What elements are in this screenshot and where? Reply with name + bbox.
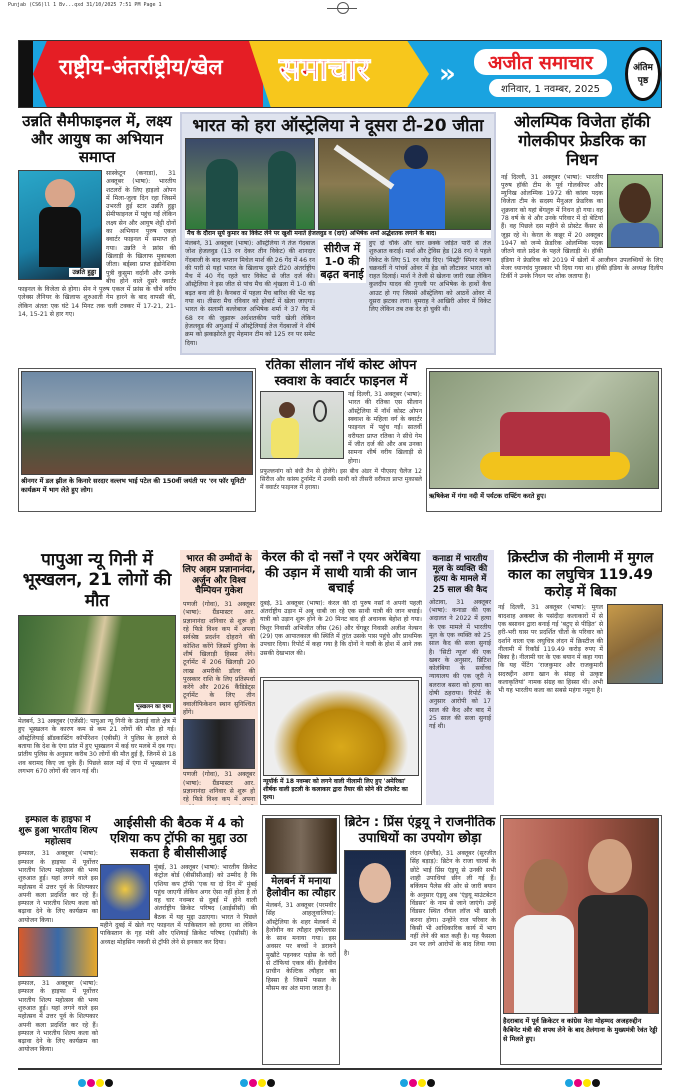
headline: इम्फाल के हाइफा में शुरू हुआ भारतीय शिल्प महोत्सव bbox=[18, 815, 98, 847]
article-body: नई दिल्ली, 31 अक्तूबर (भाषा): भारत की रतिका एस सीलान ऑस्ट्रेलिया में नॉर्थ कोस्ट ओपन स्क्वाश के महिला वर्ग के क्वार्टर फाइनल में पहुंच गईं। सातवीं वरीयता प्राप्त रतिका ने सीधे गेम में जीत दर्ज की और अब उनका सामना शीर्ष वरीय खिलाड़ी से होगा। bbox=[348, 391, 422, 465]
story-imphal bbox=[18, 815, 98, 1065]
headline: केरल की दो नर्सों ने एयर अरेबिया की उड़ान में साथी यात्री की जान बचाई bbox=[261, 550, 421, 597]
story-hockey bbox=[501, 112, 663, 364]
body-row bbox=[185, 240, 491, 351]
registration-circle bbox=[337, 2, 349, 14]
article-body: इम्फाल, 31 अक्तूबर (भाषा): इम्फाल के हाइफा में पूर्वोत्तर भारतीय शिल्प महोत्सव की भव्य शुरुआत हुई। यहां लगने वाले इस महोत्सव में उत्तर पूर्व के शिल्पकार अपनी कला प्रदर्शित कर रहे हैं। इम्फाल ने भारतीय शिल्प कला को बढ़ावा देने के लिए कार्यक्रम का आयोजन किया। bbox=[18, 850, 98, 924]
story-canada bbox=[426, 550, 494, 805]
cmyk-marks bbox=[565, 1072, 601, 1091]
prince-andrew-photo bbox=[344, 850, 406, 940]
frederick-photo bbox=[607, 174, 663, 248]
hyderabad-photo-box bbox=[500, 815, 662, 1065]
story-squash bbox=[260, 358, 422, 512]
headline: पापुआ न्यू गिनी में भूस्खलन, 21 लोगों की मौत bbox=[22, 550, 172, 611]
footer-rule bbox=[18, 1068, 662, 1070]
rafting-photo bbox=[429, 371, 659, 489]
banner-title: समाचार bbox=[279, 50, 370, 88]
headline: कनाडा में भारतीय मूल के व्यक्ति की हत्या के मामले में 25 साल की कैद bbox=[432, 554, 488, 595]
mughal-miniature-photo bbox=[607, 604, 663, 684]
photo-caption: न्यूयॉर्क में 18 नवम्बर को लगने वाली नीलामी लिए हुए 'अमेरिका' शीर्षक वाली इटली के कलाकार द्वारा तैयार की सोने की टॉयलेट का दृश्य। bbox=[263, 778, 408, 801]
article-body-continued: पणजी (गोवा), 31 अक्तूबर (भाषा): ग्रैंडमास्टर आर. प्रज्ञानानंदा शनिवार से शुरू हो रहे फिडे विश्व कप में अपना bbox=[183, 771, 255, 804]
photo-caption: प्रफुल्लनांग को बंधी तैन से होलेंगे। इस बीच अंडर में पीएसए चैलेंज 12 सिरीज और कांस्य टूर्नामेंट में उनकी साथी को तीसरी वरीयता प्राप्त मुकाबले में क्वार्टर फाइनल में हराया। bbox=[260, 467, 422, 492]
article-body: ओटावा, 31 अक्तूबर (भाषा): कनाडा की एक अदालत ने 2022 में हत्या के एक मामले में भारतीय मूल के एक व्यक्ति को 25 साल कैद की सजा सुनाई है। 'सिटी न्यूज' की एक खबर के अनुसार, ब्रिटिश कोलंबिया के सर्वोच्च न्यायालय की एक जूरी ने बलराज बसरा को हत्या का दोषी ठहराया। रिपोर्ट के अनुसार आरोपी को 17 साल की कैद और बाद में 25 साल की सजा सुनाई गई थी। bbox=[429, 598, 491, 731]
chevron-icon: » bbox=[439, 59, 456, 89]
article-body: नई दिल्ली, 31 अक्तूबर (भाषा): मुगल बादशाह अकबर के पसंदीदा कलाकारों में से एक बसावन द्वारा बनाई गई ‘बटुए से पीड़ित’ से हरी-भरी घास पर प्रदर्शित चीतों के परिवार को दर्शाने वाला एक लघुचित्र लंदन में क्रिस्टीज की नीलामी में रिकॉर्ड 119.49 करोड़ रुपए में बिका है। नीलामी घर के एक बयान में कहा गया कि यह पेंटिंग ‘राजकुमार और राजकुमारी सदरुद्दीन आगा खान के संग्रह से उत्कृष्ट कलाकृतियां’ नामक संग्रह का हिस्सा थी। अभी भी यह भारतीय कला का सबसे महंगा नमूना है। bbox=[498, 604, 603, 695]
cmyk-marks bbox=[400, 1072, 436, 1091]
run-for-unity-photo bbox=[21, 371, 253, 475]
article-body: दुबई, 31 अक्तूबर (भाषा): केरल की दो पुरुष नर्सों ने अपनी पहली अंतर्राष्ट्रीय उड़ान में अबु धाबी जा रहे एक साथी यात्री की जान बचाई। यात्री को उड़ान शुरू होने के 20 मिनट बाद ही अचानक बेहोश हो गया। त्रिशूर निवासी अभिजीत जीस (26) और चेंगन्नूर निवासी अजीश नेल्सन (29) एक आपातकाल की स्थिति में तुरंत उसके पास पहुंचे और प्राथमिक उपचार दिया। रिपोर्ट में कहा गया है कि दोनों ने यात्री के होश में आने तक उसकी देखभाल की। bbox=[260, 599, 422, 657]
photo-caption: इम्फाल, 31 अक्तूबर (भाषा): इम्फाल के हाइफा में पूर्वोत्तर भारतीय शिल्प महोत्सव की भव्य शुरुआत हुई। यहां लगने वाले इस महोत्सव में उत्तर पूर्व के शिल्पकार अपनी कला प्रदर्शित कर रहे हैं। इम्फाल ने भारतीय शिल्प कला को बढ़ावा देने के लिए कार्यक्रम का आयोजन किया। bbox=[18, 980, 98, 1054]
chess-players-photo bbox=[183, 719, 255, 769]
story-christie bbox=[498, 550, 663, 805]
photo-caption: भूस्खलन का दृश्य bbox=[135, 704, 171, 711]
article-body: मेलबर्न, 31 अक्तूबर (परमवीर सिंह आहलूवालिया): ऑस्ट्रेलिया के शहर मेलबर्न में हैलोवीन का त्यौहार हर्षोल्लास के साथ मनाया गया। इस अवसर पर बच्चों ने डरावने मुखौटे पहनकर पड़ोस के घरों से टॉफियां एकत्र कीं। हैलोवीन प्राचीन केल्टिक त्यौहार का हिस्सा है जिसमें फसल के मौसम का अंत माना जाता है। bbox=[266, 902, 336, 992]
article-body: मुंबई, 31 अक्तूबर (भाषा): भारतीय क्रिकेट कंट्रोल बोर्ड (बीसीसीआई) को उम्मीद है कि एशिया कप ट्रॉफी ‘एक या दो दिन में’ मुंबई पहुंच जाएगी लेकिन अगर ऐसा नहीं होता है तो वह चार नवम्बर से दुबई में होने वाली अंतर्राष्ट्रीय क्रिकेट परिषद (आईसीसी) की बैठक में यह मुद्दा उठाएगा। भारत ने पिछले महीने दुबई में खेले गए फाइनल में पाकिस्तान को हराया था लेकिन पाकिस्तान के गृह मंत्री और एशियाई क्रिकेट परिषद (एसीसी) के अध्यक्ष मोहसिन नकवी से ट्रॉफी लेने से इनकार कर दिया। bbox=[100, 864, 257, 946]
banner-black-strip bbox=[19, 41, 33, 107]
golden-toilet-photo bbox=[263, 680, 419, 776]
story-kerala bbox=[260, 550, 422, 805]
article-body-wrap bbox=[501, 174, 663, 282]
rafting-photo-box bbox=[426, 368, 662, 512]
headline: उन्नति सैमीफाइनल में, लक्ष्य और आयुष का अभियान समाप्त bbox=[22, 112, 172, 166]
photo-caption: हैदराबाद में पूर्व क्रिकेटर व कांग्रेस नेता मोहम्मद अजहरुद्दीन कैबिनेट मंत्री की शपथ लेने के बाद तेलंगाना के मुख्यमंत्री रेवंत रेड्डी से मिलते हुए। bbox=[503, 1017, 658, 1043]
article-body: नई दिल्ली, 31 अक्तूबर (भाषा): भारतीय पुरुष हॉकी टीम के पूर्व गोलकीपर और म्युनिख ओलम्पिक 1972 की कांस्य पदक विजेता टीम के सदस्य मैनुअल फ्रेडरिक का शुक्रवार को यहां बेंगलुरु में निधन हो गया। वह 78 वर्ष के थे और उनके परिवार में दो बेटियां हैं। वह पिछले दस महीने से प्रोस्टेट कैंसर से जूझ रहे थे। केरल के कन्नूर में 20 अक्तूबर 1947 को जन्मे फ्रेडरिक ओलम्पिक पदक जीतने वाले प्रदेश के पहले खिलाड़ी थे। हॉकी इंडिया ने फ्रेडरिक को 2019 में खेलों में आजीवन उपलब्धियों के लिए मेजर ध्यानचंद पुरस्कार भी दिया गया था। हॉकी इंडिया के अध्यक्ष दिलीप टिर्की ने उनके निधन पर शोक जताया है। bbox=[501, 173, 663, 281]
craft-festival-photo bbox=[18, 927, 98, 977]
photo-row bbox=[185, 138, 491, 230]
photo-caption: ऋषिकेश में गंगा नदी में पर्यटक राफ्टिंग करते हुए। bbox=[429, 492, 547, 500]
article-body-wrap bbox=[18, 170, 176, 319]
headline: भारत की उम्मीदों के लिए अहम प्रज्ञानानंदा, अर्जुन और विश्व चैम्पियन गुकेश bbox=[182, 554, 256, 597]
headline: मेलबर्न में मनाया हैलोवीन का त्यौहार bbox=[266, 876, 336, 899]
subheadline: सीरीज में 1-0 की बढ़त बनाई bbox=[318, 240, 366, 283]
article-body-wrap bbox=[344, 850, 496, 958]
article-body-left: मेलबर्न, 31 अक्तूबर (भाषा): ऑस्ट्रेलिया ने तेज गेंदबाज जोश हेजलवुड (13 रन देकर तीन विकेट) की शानदार गेंदबाजी के बाद कप्तान मिचेल मार्श की 26 गेंद में 46 रन की पारी से यहां भारत के खिलाफ दूसरे टी20 अंतर्राष्ट्रीय मैच में 40 गेंद रहते चार विकेट से जीत दर्ज की। ऑस्ट्रेलिया ने इस जीत से पांच मैच की शृंखला में 1-0 की बढ़त बना ली है। कैनबरा में पहला मैच बारिश की भेंट चढ़ गया था। तीसरा मैच रविवार को होबार्ट में खेला जाएगा। भारत के सलामी बल्लेबाज अभिषेक शर्मा ने 37 गेंद में 68 रन की जुझारू अर्धशतकीय पारी खेली लेकिन हेजलवुड की अगुआई में ऑस्ट्रेलियाई तेज गेंदबाजों ने शीर्ष क्रम को झकझोरते हुए मेहमान टीम को 125 रन पर समेट दिया। bbox=[185, 240, 315, 347]
abhishek-photo bbox=[318, 138, 491, 230]
rathika-photo bbox=[260, 391, 344, 459]
story-papua bbox=[18, 550, 176, 805]
page-label: अंतिम पृष्ठ bbox=[625, 47, 661, 101]
golden-toilet-photo-box bbox=[260, 677, 422, 805]
azharuddin-revanth-photo bbox=[503, 818, 659, 1014]
masthead-banner bbox=[18, 40, 662, 108]
story-britain bbox=[344, 815, 496, 1065]
asia-cup-trophy-photo bbox=[100, 864, 150, 920]
headline: ब्रिटेन : प्रिंस एंड्रयू ने राजनीतिक उपाधियों का उपयोग छोड़ा bbox=[344, 815, 496, 846]
headline: क्रिस्टीज की नीलामी में मुगल काल का लघुचित्र 119.49 करोड़ में बिका bbox=[507, 550, 654, 600]
issue-date: शनिवार, 1 नवम्बर, 2025 bbox=[489, 79, 612, 97]
article-body: सास्केटून (कनाडा), 31 अक्तूबर (भाषा): भारतीय शटलरों के लिए हाइलो ओपन में मिला-जुला दिन रहा जिसमें उभरती हुई स्टार उन्नति हुड्डा सेमीफाइनल में पहुंच गईं लेकिन लक्ष्य सेन और आयुष शेट्टी दोनों का अभियान पुरुष एकल क्वार्टर फाइनल में समाप्त हो गया। उन्नति ने फ्रांस की खिलाड़ी के खिलाफ मुकाबला जीता। बर्ड्स्वा प्राप्त इंडोनेशिया पुत्री कुसुमा वर्दानी और उनके बीच होने वाले दूसरे क्वार्टर फाइनल के विजेता से होगा। सेन ने पुरुष एकल में फ्रांस के चौथे वरीय एलेक्स लैनियर के खिलाफ शुरुआती गेम हारने के बाद वापसी की, लेकिन अंततः एक घंटे 14 मिनट तक चली टक्कर में 17-21, 21-14, 15-21 से हार गए। bbox=[18, 170, 176, 319]
section-title: राष्ट्रीय-अंतर्राष्ट्रीय/खेल bbox=[59, 54, 223, 79]
badminton-photo bbox=[18, 170, 102, 280]
print-slug: Punjab (CS6)ll 1 Bv...qxd 31/10/2025 7:51 PM Page 1 bbox=[8, 2, 162, 8]
headline: ओलम्पिक विजेता हॉकी गोलकीपर फ्रेडरिक का निधन bbox=[513, 112, 651, 170]
article-body: पणजी (गोवा), 31 अक्तूबर (भाषा): ग्रैंडमास्टर आर. प्रज्ञानानंदा शनिवार से शुरू हो रहे फिडे विश्व कप में अपना सर्वश्रेष्ठ प्रदर्शन दोहराने की कोशिश करेंगे जिसमें दुनिया के शीर्ष खिलाड़ी हिस्सा लेंगे। टूर्नामेंट में 206 खिलाड़ी 20 लाख अमरीकी डॉलर की पुरस्कार राशि के लिए प्रतिस्पर्धा करेंगे और 2026 कैंडिडेट्स टूर्नामेंट के लिए तीन क्वालीफिकेशन स्थान सुनिश्चित होंगे। bbox=[183, 601, 255, 717]
halloween-photo bbox=[265, 818, 337, 874]
story-halloween bbox=[262, 815, 340, 1065]
headline: रतिका सीलान नॉर्थ कोस्ट ओपन स्क्वाश के क्वार्टर फाइनल में bbox=[265, 358, 417, 389]
headline: भारत को हरा ऑस्ट्रेलिया ने दूसरा टी-20 जीता bbox=[192, 116, 484, 136]
story-cricket bbox=[180, 112, 496, 355]
story-unnati bbox=[18, 112, 176, 364]
cmyk-marks bbox=[78, 1072, 114, 1091]
photo-caption: मैच के दौरान सूर्य कुमार का विकेट लेने पर खुशी मनाते हेजलवुड व (दाएं) अभिषेक शर्मा अर्द्धशतक लगाने के बाद। bbox=[185, 230, 491, 238]
cmyk-marks bbox=[240, 1072, 276, 1091]
brand-name: अजीत समाचार bbox=[474, 49, 607, 75]
headline: आईसीसी की बैठक में 4 को एशिया कप ट्रॉफी का मुद्दा उठा सकता है बीसीसीआई bbox=[110, 815, 247, 860]
photo-caption: श्रीनगर में डल झील के किनारे सरदार वल्लभ भाई पटेल की 150वीं जयंती पर 'रन फॉर यूनिटी' कार्यक्रम में भाग लेते हुए लोग। bbox=[21, 477, 247, 494]
article-body-wrap bbox=[498, 604, 663, 695]
article-body-wrap bbox=[100, 864, 257, 947]
story-chess bbox=[180, 550, 258, 805]
article-body-right: हुए दो चौके और चार छक्के जड़ित पारी से तेज शुरुआत कराई। मार्श और ट्रेविस हेड (28 रन) ने पहले विकेट के लिए 51 रन जोड़ दिए। 'मिस्ट्री' स्पिनर वरुण चक्रवर्ती ने पांचवें ओवर में हेड को लौटाकर भारत को राहत दिलाई। मार्श ने तेजी से खेलना जारी रखा लेकिन कुलदीप यादव की गुगली पर अभिषेक के हाथों कैच आउट हो गए जिससे ऑस्ट्रेलिया को आठवें ओवर में दूसरा झटका लगा। बुमराह ने आखिरी ओवर में विकेट लिए लेकिन तब तक देर हो चुकी थी। bbox=[369, 240, 491, 314]
hazlewood-photo bbox=[185, 138, 315, 230]
landslide-photo bbox=[18, 615, 176, 715]
story-icc bbox=[100, 815, 257, 1065]
article-body: लंदन (इंग्लैंड), 31 अक्तूबर (सुरजीत सिंह बड़ाड़): ब्रिटेन के राजा चार्ल्स के छोटे भाई प्रिंस एंड्रयू से उनकी सभी शाही उपाधियां छीन ली गई हैं। बकिंघम पैलेस की ओर से जारी बयान के अनुसार एंड्रयू अब ‘एंड्रयू माउंटबेटन विंडसर’ के नाम से जाने जाएंगे। उन्हें विंडसर स्थित रॉयल लॉज भी खाली करना होगा। उन्होंने राज परिवार के किसी भी आधिकारिक कार्य में भाग नहीं लेने की बात कही है। यह फैसला उन पर लगे आरोपों के बाद लिया गया है। bbox=[344, 850, 496, 957]
photo-caption: उन्नति हुड्डा bbox=[69, 268, 99, 277]
srinagar-photo-box bbox=[18, 368, 256, 512]
article-body-wrap bbox=[260, 391, 422, 466]
article-body: मेलबर्न, 31 अक्तूबर (एजेंसी): पापुआ न्यू गिनी के ऊंचाई वाले क्षेत्र में हुए भूस्खलन के कारण कम से कम 21 लोगों की मौत हो गई। ऑस्ट्रेलियाई ब्रॉडकास्टिंग कॉर्पोरेशन (एबीसी) ने पुलिस के हवाले से बताया कि देश के एंगा प्रांत में हुए भूस्खलन में कई घर मलबे में दब गए। प्रांतीय पुलिस के अनुसार करीब 30 लोगों की मौत हुई है, जिनमें से 18 शव बरामद किए जा चुके हैं। पिछले साल मई में एंगा में भूस्खलन में लगभग 670 लोगों की जान गई थी। bbox=[18, 718, 176, 775]
